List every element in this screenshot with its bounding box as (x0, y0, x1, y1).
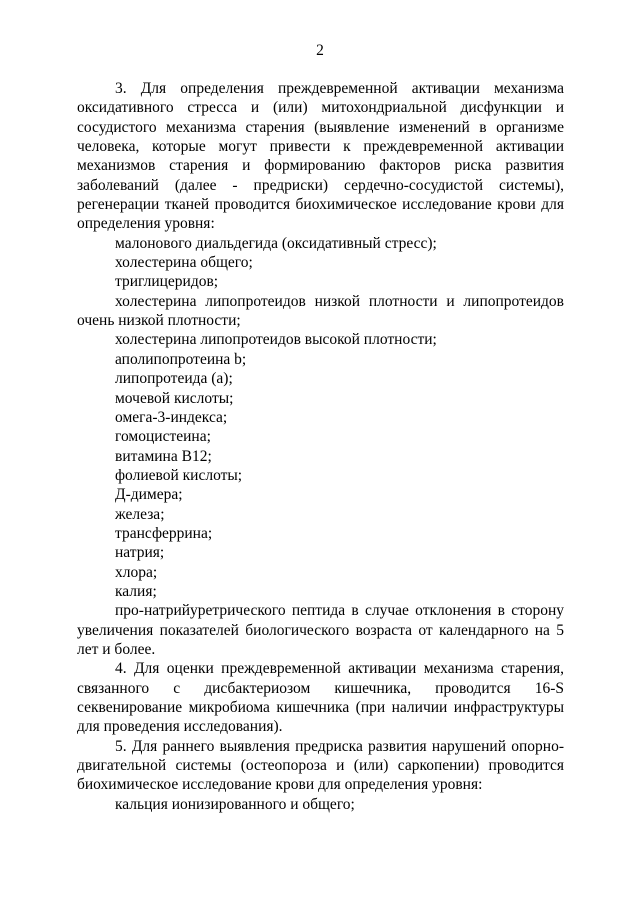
list-item: мочевой кислоты; (115, 389, 234, 407)
paragraph-3: 3. Для определения преждевременной активации механизма оксидативного стресса и (или) митохондриальной дисфункции и сосудистого механизма старения (выявление изменений в организме человека, которые могут привести к преждевременной активации механизмов старения и формированию факторов риска развития заболеваний (далее - предриски) сердечно-сосудистой системы), регенерации тканей проводится биохимическое исследование крови для определения уровня: (77, 80, 564, 233)
list-item: гомоцистеина; (115, 428, 211, 446)
paragraph-4: 4. Для оценки преждевременной активации механизма старения, связанного с дисбактериозом кишечника, проводится 16-S секвенирование микробиома кишечника (при наличии инфраструктуры для проведения исследования). (77, 660, 564, 736)
list-item: натрия; (115, 544, 165, 562)
list-item: холестерина липопротеидов высокой плотности; (115, 331, 437, 349)
list-item: кальция ионизированного и общего; (115, 795, 355, 813)
list-item: железа; (115, 505, 165, 523)
list-item: калия; (115, 582, 157, 600)
list-item: малонового диальдегида (оксидативный стресс); (115, 234, 437, 252)
page-number: 2 (316, 42, 324, 59)
list-item: холестерина общего; (115, 254, 253, 272)
list-item: трансферрина; (115, 524, 213, 542)
paragraph-5: 5. Для раннего выявления предриска развития нарушений опорно-двигательной системы (остеопороза и (или) саркопении) проводится биохимическое исследование крови для определения уровня: (77, 737, 564, 794)
list-item: холестерина липопротеидов низкой плотности и липопротеидов очень низкой плотности; (77, 292, 564, 330)
list-item: хлора; (115, 563, 158, 581)
list-item: триглицеридов; (115, 273, 219, 291)
list-item: омега-3-индекса; (115, 408, 228, 426)
list-item: аполипопротеина b; (115, 350, 247, 368)
list-item: витамина В12; (115, 447, 212, 465)
list-item: про-натрийуретрического пептида в случае отклонения в сторону увеличения показателей биологического возраста от календарного на 5 лет и более. (77, 602, 564, 658)
list-item: фолиевой кислоты; (115, 466, 243, 484)
document-body (77, 79, 564, 814)
list-item: липопротеида (а); (115, 370, 233, 388)
list-item: Д-димера; (115, 486, 183, 504)
